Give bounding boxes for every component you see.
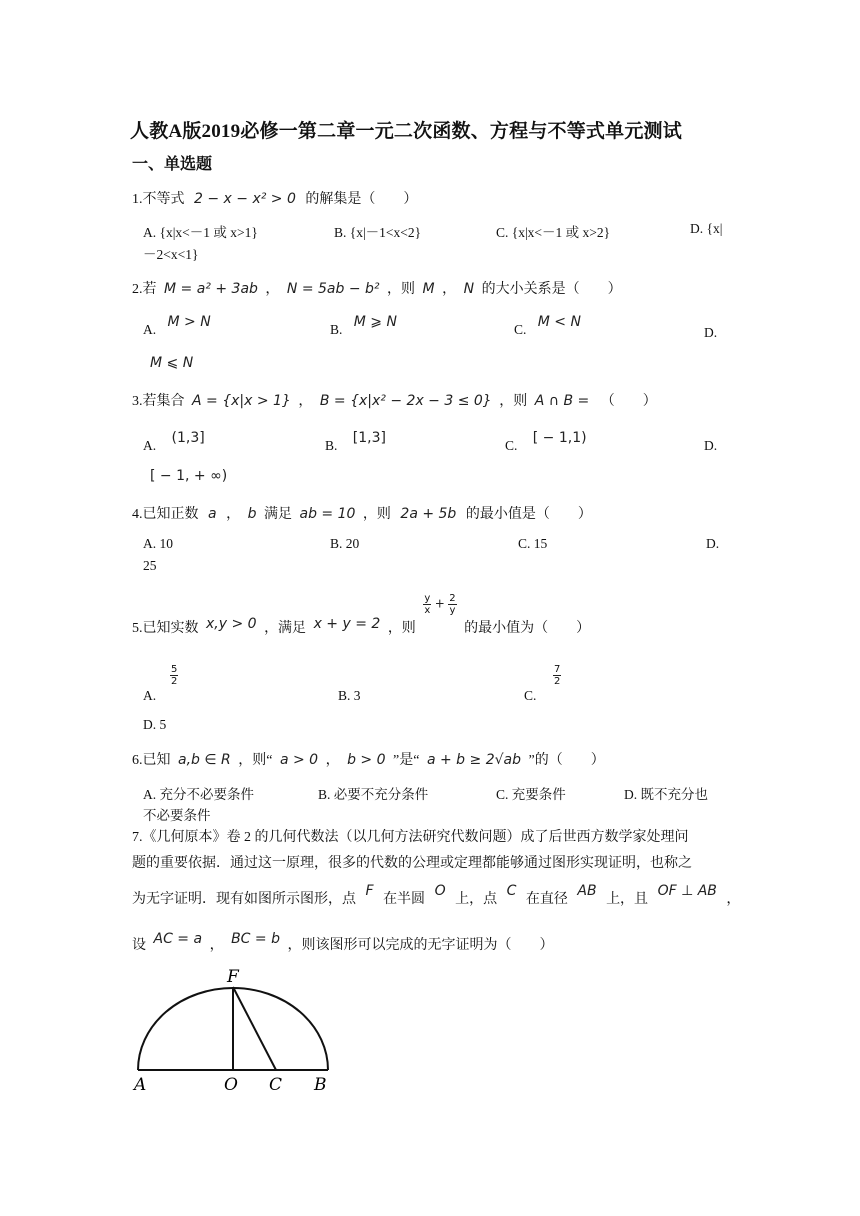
q2-option-d[interactable]: D. [704,325,718,340]
q5-a-num: 5 [171,664,178,675]
q4-b: b [247,506,257,522]
q5-frac2-num: 2 [449,593,456,605]
q5-prefix: 5.已知实数 [132,621,199,636]
q7-text-f: ， [726,892,741,907]
q3-suffix: （ ） [600,394,657,409]
label-o: O [224,1075,238,1095]
q2-option-a[interactable] [143,314,211,338]
q3-option-c-expr: [ − 1,1) [532,430,587,446]
q7-bc: BC = b [231,931,280,947]
q1-option-c[interactable]: C. {x|x<－1 或 x>2} [496,225,611,240]
q7-text-g: 设 [132,938,146,953]
q6-quote-open: ，则“ [238,753,273,768]
label-b: B [314,1075,327,1095]
q4-option-b[interactable]: B. 20 [330,536,360,551]
q7-line-3 [132,880,740,910]
q7-perpendicular: OF ⊥ AB [657,883,717,899]
segment-fc [233,987,276,1070]
q4-expression: 2a + 5b [400,506,457,522]
q5-expression [423,593,456,616]
q7-line-4 [132,928,553,958]
q1-option-a[interactable]: A. {x|x<－1 或 x>1} [143,225,258,240]
q5-option-a[interactable]: A. [143,688,157,703]
section-heading: 一、单选题 [132,156,213,173]
q5-option-d[interactable]: D. 5 [143,717,167,732]
q2-option-b-expr: M ⩾ N [353,314,397,330]
q5-option-c-frac [553,664,561,687]
q7-text-h: ， [209,938,224,953]
q3-option-c[interactable] [505,430,587,454]
q6-b-positive: b > 0 [347,752,386,768]
q7-diameter: AB [577,883,597,899]
q1-option-d-cont: －2<x<1} [143,247,199,262]
q2-option-b-letter: B. [330,322,343,337]
q3-set-a: A = {x|x > 1} [192,393,291,409]
q2-option-a-expr: M > N [167,314,211,330]
q2-option-c[interactable] [514,314,581,338]
q6-condition: a,b ∈ R [178,752,231,768]
semicircle-figure [120,960,350,1100]
q4-prefix: 4.已知正数 [132,507,199,522]
q7-text-i: ，则该图形可以完成的无字证明为（ ） [287,938,554,953]
q7-point-c: C [506,883,517,899]
q4-comma: ， [226,507,241,522]
q4-option-c[interactable]: C. 15 [518,536,548,551]
q7-line-1: 7.《几何原本》卷 2 的几何代数法（以几何方法研究代数问题）成了后世西方数学家处理问 [132,830,689,845]
page-title: 人教A版2019必修一第二章一元二次函数、方程与不等式单元测试 [130,121,682,142]
q3-option-b[interactable] [325,430,386,454]
q3-option-d[interactable]: D. [704,438,718,453]
question-6 [132,749,605,769]
q7-text-e: 上，且 [606,892,649,907]
q2-option-d-expr: M ⩽ N [150,355,194,371]
q2-prefix: 2.若 [132,282,157,297]
question-1 [132,188,417,208]
q6-am-gm: a + b ≥ 2√ab [426,752,521,768]
q5-condition-2: x + y = 2 [313,616,381,632]
q6-prefix: 6.已知 [132,753,171,768]
q4-condition: ab = 10 [299,506,356,522]
q5-a-den: 2 [171,676,178,687]
q3-then: ，则 [499,394,528,409]
q3-prefix: 3.若集合 [132,394,185,409]
q5-suffix: 的最小值为（ ） [464,621,591,636]
question-2 [132,278,622,298]
label-a: A [134,1075,147,1095]
q3-set-b: B = {x|x² − 2x − 3 ≤ 0} [319,393,492,409]
q6-option-d[interactable]: D. 既不充分也 [624,787,708,802]
q4-option-d[interactable]: D. [706,536,720,551]
q2-suffix: 的大小关系是（ ） [481,282,622,297]
q7-text-a: 为无字证明．现有如图所示图形，点 [132,892,356,907]
q4-option-d-cont: 25 [143,558,157,573]
q4-option-a[interactable]: A. 10 [143,536,173,551]
q1-option-d[interactable]: D. {x| [690,221,723,236]
q5-frac2-den: y [449,605,456,617]
q2-comma-2: ， [442,282,457,297]
q6-option-d-cont: 不必要条件 [143,808,211,823]
q6-suffix: ”的（ ） [528,753,605,768]
q5-frac1-den: x [424,605,431,617]
q2-option-c-expr: M < N [537,314,581,330]
q6-option-b[interactable]: B. 必要不充分条件 [318,787,429,802]
q5-option-a-frac [170,664,178,687]
question-4 [132,503,592,523]
q5-c-num: 7 [554,664,561,675]
q4-satisfy: 满足 [263,507,292,522]
q1-prefix: 1.不等式 [132,192,185,207]
q5-frac1-num: y [424,593,431,605]
q2-option-b[interactable] [330,314,397,338]
q2-comma: ， [265,282,280,297]
q2-m-def: M = a² + 3ab [164,281,258,297]
q5-satisfy: ，满足 [264,621,307,636]
q5-condition-1: x,y > 0 [206,616,257,632]
q5-option-c[interactable]: C. [524,688,537,703]
q5-then: ，则 [387,621,416,636]
q2-option-c-letter: C. [514,322,527,337]
q6-option-a[interactable]: A. 充分不必要条件 [143,787,254,802]
q7-text-c: 上，点 [455,892,498,907]
q1-suffix: 的解集是（ ） [305,192,418,207]
question-5 [132,593,591,637]
q7-text-b: 在半圆 [383,892,426,907]
q3-option-a[interactable] [143,430,205,454]
q7-line-2: 题的重要依据．通过这一原理，很多的代数的公理或定理都能够通过图形实现证明，也称之 [132,856,692,871]
q2-n-def: N = 5ab − b² [286,281,380,297]
question-3 [132,390,657,410]
q3-comma: ， [298,394,313,409]
q5-option-b[interactable]: B. 3 [338,688,361,703]
q3-option-b-letter: B. [325,438,338,453]
q7-ac: AC = a [153,931,203,947]
q3-option-b-expr: [1,3] [352,430,386,446]
q3-intersection: A ∩ B = [534,393,590,409]
q3-option-c-letter: C. [505,438,518,453]
q7-point-o: O [434,883,446,899]
q1-inequality: 2 − x − x² > 0 [194,191,296,207]
q5-c-den: 2 [554,676,561,687]
q4-suffix: 的最小值是（ ） [465,507,592,522]
q7-point-f: F [365,883,374,899]
q6-is: ”是“ [393,753,420,768]
q6-a-positive: a > 0 [279,752,319,768]
label-f: F [227,967,239,987]
q5-plus: + [434,597,445,611]
q2-n: N [463,281,475,297]
label-c: C [269,1075,283,1095]
q2-option-a-letter: A. [143,322,157,337]
q6-comma: ， [325,753,340,768]
q2-then: ，则 [387,282,416,297]
q4-a: a [208,506,217,522]
q7-text-d: 在直径 [525,892,568,907]
q3-option-a-letter: A. [143,438,157,453]
q1-option-b[interactable]: B. {x|－1<x<2} [334,225,422,240]
q6-option-c[interactable]: C. 充要条件 [496,787,566,802]
q3-option-d-expr: [ − 1, + ∞) [150,468,228,484]
q2-m: M [422,281,435,297]
q4-then: ，则 [362,507,391,522]
q3-option-a-expr: (1,3] [171,430,205,446]
